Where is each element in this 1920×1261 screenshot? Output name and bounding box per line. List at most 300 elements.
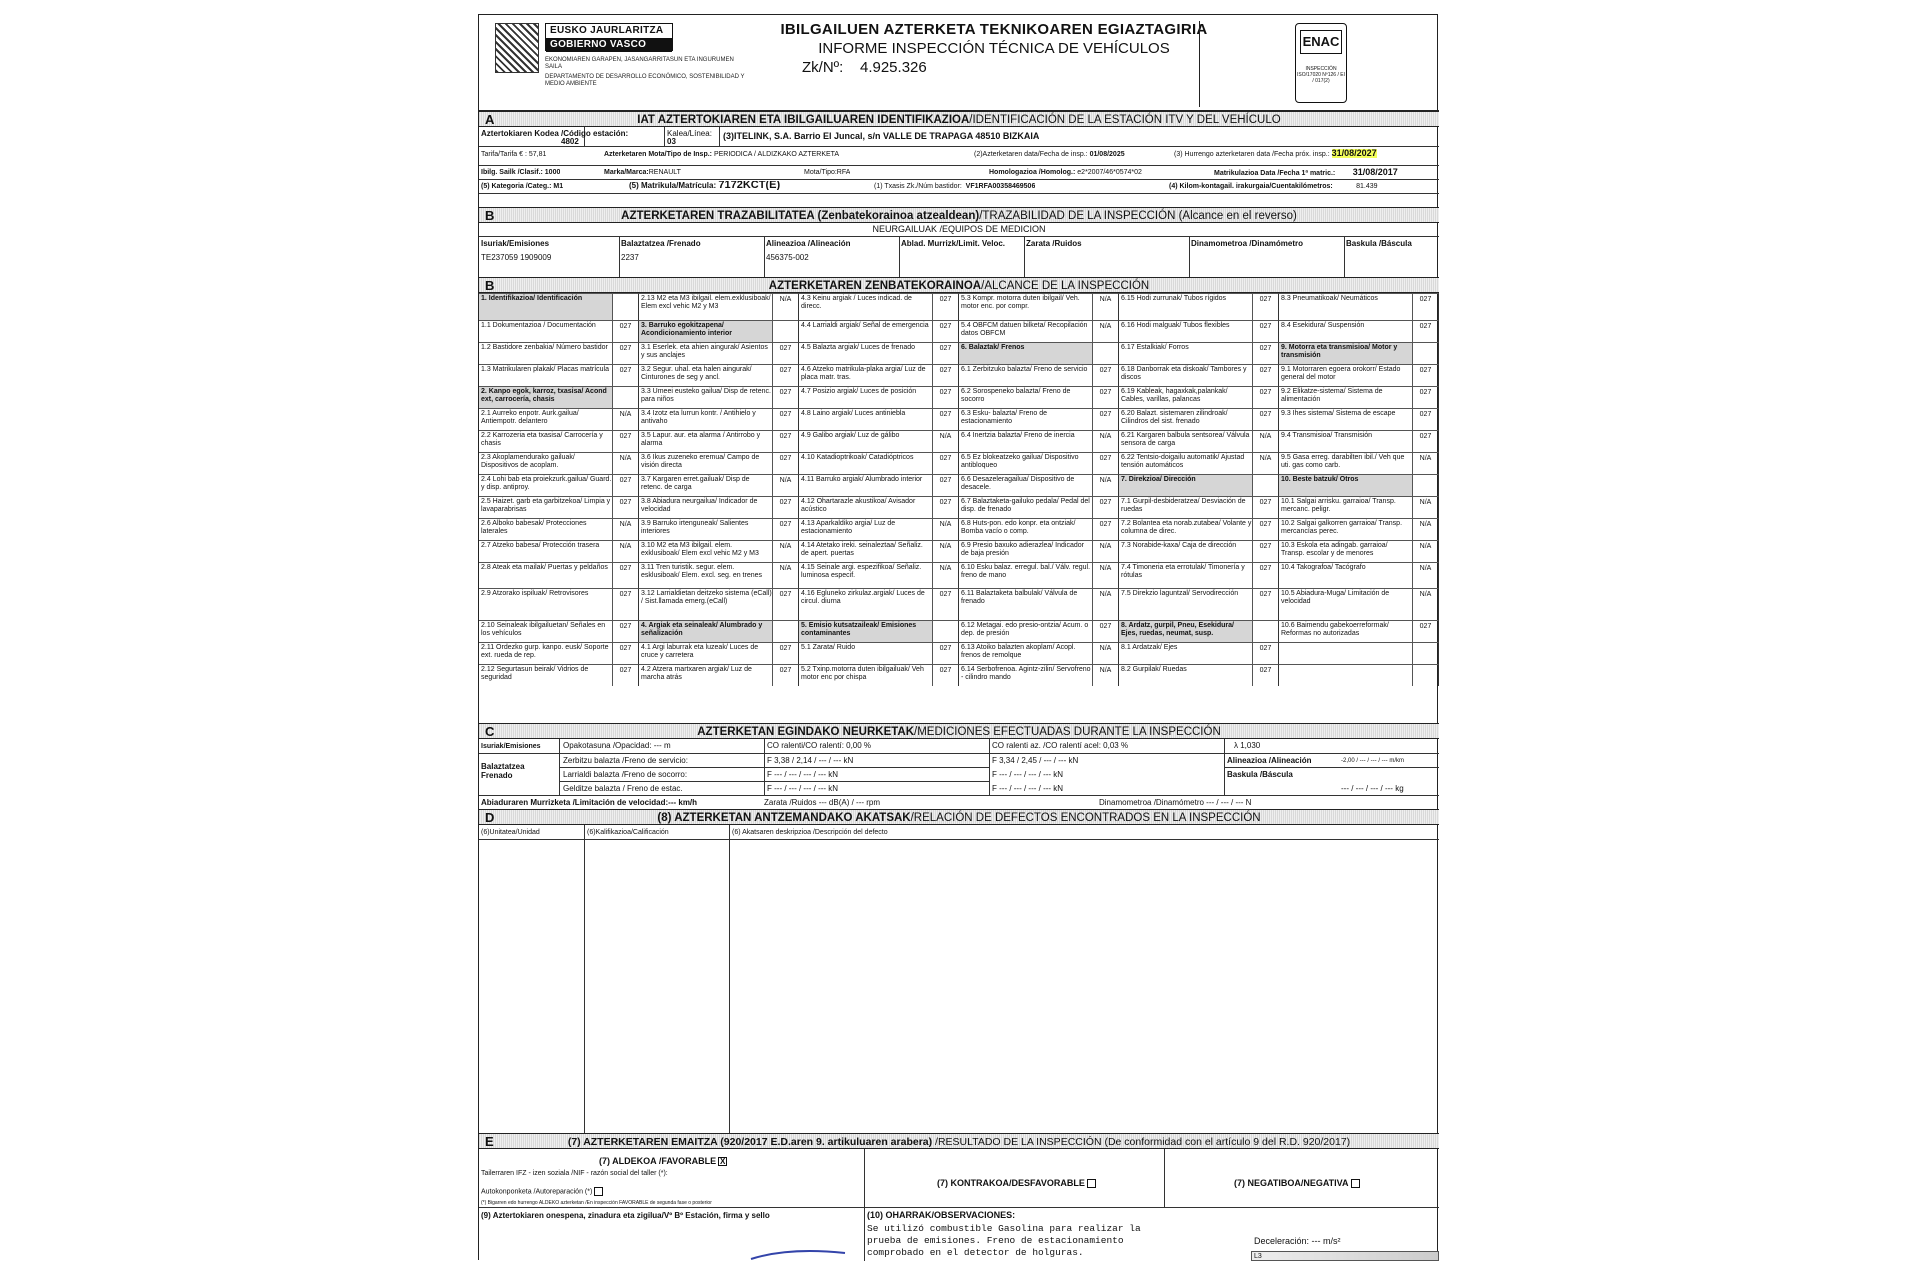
scope-item-label: 9.3 Ihes sistema/ Sistema de escape (1279, 408, 1413, 430)
scope-item-label: 2.2 Karrozeria eta txasisa/ Carrocería y chasis (479, 430, 613, 452)
unfavorable-checkbox[interactable] (1087, 1179, 1096, 1188)
co-accel: CO ralenti az. /CO ralentí acel: 0,03 % (992, 741, 1129, 750)
scope-item-label: 6.8 Huts-pon. edo konpr. eta ontziak/ Bomba vacío o comp. (959, 518, 1093, 540)
scope-item-label: 6.9 Presio baxuko adierazlea/ Indicador de baja presión (959, 540, 1093, 562)
scope-item-result: N/A (1253, 452, 1279, 474)
scope-item-label: 6.19 Kableak, hagaxkak,palankak/ Cables, varillas, palancas (1119, 386, 1253, 408)
scope-item-label: 3.9 Barruko irtenguneak/ Salientes interiores (639, 518, 773, 540)
scope-item-label: 4.9 Galibo argiak/ Luz de gálibo (799, 430, 933, 452)
scope-item-label: 2.8 Ateak eta mailak/ Puertas y peldaños (479, 562, 613, 588)
title-eu: IBILGAILUEN AZTERKETA TEKNIKOAREN EGIAZTAGIRIA (780, 21, 1208, 38)
scope-item-result: 027 (933, 474, 959, 496)
scope-item-result: 027 (613, 664, 639, 686)
scope-item-result (1413, 664, 1439, 686)
scope-item-label: 2.6 Alboko babesak/ Protecciones laterales (479, 518, 613, 540)
tarifa: Tarifa/Tarifa € : 57,81 (481, 151, 547, 158)
scope-item-result: 027 (1253, 408, 1279, 430)
scope-item-result: N/A (1093, 562, 1119, 588)
equipment-col-3: Ablad. Murrizk/Limit. Veloc. (901, 239, 1006, 248)
scope-item-label: 9. Motorra eta transmisioa/ Motor y transmisión (1279, 342, 1413, 364)
scope-item-label: 8.2 Gurpilak/ Ruedas (1119, 664, 1253, 686)
scope-item-label: 6.20 Balazt. sistemaren zilindroak/ Cilindros del sist. frenado (1119, 408, 1253, 430)
favorable-option[interactable]: (7) ALDEKOA /FAVORABLE X (599, 1157, 726, 1167)
equipment-col-2: Alineazioa /Alineación (766, 239, 851, 248)
scope-item-result: 027 (933, 364, 959, 386)
scope-item-label: 2.7 Atzeko babesa/ Protección trasera (479, 540, 613, 562)
unfavorable-option[interactable]: (7) KONTRAKOA/DESFAVORABLE (937, 1179, 1096, 1188)
scope-item-label (1279, 664, 1413, 686)
scope-item-label: 9.5 Gasa erreg. darabilten ibil./ Veh que uti. gas como carb. (1279, 452, 1413, 474)
defects-table (479, 825, 1439, 1133)
scope-item-result: 027 (1413, 620, 1439, 642)
scope-item-result: N/A (773, 474, 799, 496)
scope-item-result: N/A (1413, 562, 1439, 588)
scope-item-result: N/A (1093, 293, 1119, 320)
section-letter: B (485, 278, 495, 293)
co-idle: CO ralenti/CO ralentí: 0,00 % (767, 741, 872, 750)
scope-item-result: 027 (933, 342, 959, 364)
strip-label: L3 (1254, 1253, 1262, 1260)
scope-item-result: N/A (1093, 642, 1119, 664)
scope-item-result: 027 (773, 364, 799, 386)
scope-item-result: 027 (773, 664, 799, 686)
dept-es: DEPARTAMENTO DE DESARROLLO ECONÓMICO, SOSTENIBILIDAD Y MEDIO AMBIENTE (545, 74, 745, 87)
scope-item-result: N/A (1413, 540, 1439, 562)
defect-col-rating: (6)Kalifikazioa/Calificación (587, 829, 669, 836)
crest-icon (495, 23, 539, 73)
scope-item-label: 6.18 Danborrak eta diskoak/ Tambores y discos (1119, 364, 1253, 386)
scope-item-result: 027 (1093, 452, 1119, 474)
equipment-val-0: TE237059 1909009 (481, 253, 552, 262)
scope-item-label: 3.4 Izotz eta lurrun kontr. / Antihielo y antivaho (639, 408, 773, 430)
lambda: λ 1,030 (1234, 741, 1261, 750)
section-letter: D (485, 810, 495, 825)
category: (5) Kategoria /Categ.: M1 (481, 183, 564, 190)
scope-item-result (1413, 474, 1439, 496)
scope-item-result: N/A (1093, 540, 1119, 562)
scope-item-label: 10. Beste batzuk/ Otros (1279, 474, 1413, 496)
section-title: IAT AZTERTOKIAREN ETA IBILGAILUAREN IDENTIFIKAZIOA/IDENTIFICACIÓN DE LA ESTACIÓN ITV Y DEL VEHÍCULO (637, 114, 1281, 126)
defect-col-unit: (6)Unitatea/Unidad (481, 829, 540, 836)
scope-item-result: N/A (773, 293, 799, 320)
scope-item-result: 027 (933, 664, 959, 686)
scope-item-result: 027 (933, 496, 959, 518)
gv-name-es: GOBIERNO VASCO (546, 38, 672, 52)
scope-item-label: 6.5 Ez blokeatzeko gailua/ Dispositivo antibloqueo (959, 452, 1093, 474)
scope-item-result: 027 (1253, 642, 1279, 664)
section-a-header (479, 111, 1439, 127)
plate: (5) Matrikula/Matrícula: 7172KCT(E) (629, 181, 781, 190)
section-title: (8) AZTERKETAN ANTZEMANDAKO AKATSAK/RELACIÓN DE DEFECTOS ENCONTRADOS EN LA INSPECCIÓN (657, 812, 1261, 824)
scope-item-result: 027 (1413, 320, 1439, 342)
scope-item-label: 7. Direkzioa/ Dirección (1119, 474, 1253, 496)
scope-item-label: 4.11 Barruko argiak/ Alumbrado interior (799, 474, 933, 496)
scope-item-label: 4.6 Atzeko matrikula-plaka argia/ Luz de placa matr. tras. (799, 364, 933, 386)
deceleration: Deceleración: --- m/s² (1254, 1237, 1341, 1246)
scope-item-label: 6.6 Desazeleragailua/ Dispositivo de desacele. (959, 474, 1093, 496)
autorepair-option[interactable]: Autokonponketa /Autoreparación (*) (481, 1187, 603, 1196)
odometer: (4) Kilom-kontagail. irakurgaia/Cuentakilómetros: 81.439 (1169, 183, 1378, 190)
station-code: 4802 (561, 137, 579, 146)
scope-item-label: 1.3 Matrikularen plakak/ Placas matrícula (479, 364, 613, 386)
emissions-label: Isuriak/Emisiones (481, 743, 541, 750)
scope-item-label: 6.4 Inertzia balazta/ Freno de inercia (959, 430, 1093, 452)
equipment-title: NEURGAILUAK /EQUIPOS DE MEDICIÓN (872, 225, 1046, 234)
scope-item-result: N/A (933, 430, 959, 452)
scope-item-label: 5. Emisio kutsatzaileak/ Emisiones contaminantes (799, 620, 933, 642)
scope-item-result: 027 (933, 452, 959, 474)
enac-panel (1199, 21, 1435, 107)
section-a-body (479, 127, 1439, 207)
scope-item-result: N/A (1093, 430, 1119, 452)
station-code-label: Aztertokiaren Kodea /Código estación: (481, 129, 629, 138)
scope-item-label: 6.1 Zerbitzuko balazta/ Freno de servicio (959, 364, 1093, 386)
scope-item-result: 027 (1253, 496, 1279, 518)
scope-item-label: 9.4 Transmisioa/ Transmisión (1279, 430, 1413, 452)
section-title: AZTERKETAREN TRAZABILITATEA (Zenbatekorainoa atzealdean)/TRAZABILIDAD DE LA INSPECCIÓN (Alcance en el reverso) (621, 210, 1297, 222)
scope-item-result (1253, 474, 1279, 496)
scope-item-label: 3. Barruko egokitzapena/ Acondicionamiento interior (639, 320, 773, 342)
scope-item-result: 027 (1093, 364, 1119, 386)
scope-item-result: 027 (1253, 562, 1279, 588)
homologation: Homologazioa /Homolog.: e2*2007/46*0574*02 (989, 169, 1142, 176)
scope-item-label: 2.11 Ordezko gurp. kanpo. eusk/ Soporte ext. rueda de rep. (479, 642, 613, 664)
scope-item-result: N/A (1413, 452, 1439, 474)
scope-item-label: 3.3 Umeei eusteko gailua/ Disp de retenc. para niños (639, 386, 773, 408)
scope-item-result (1413, 342, 1439, 364)
scope-item-result: 027 (933, 293, 959, 320)
line-label: Kalea/Línea: (667, 129, 712, 138)
clasif: Ibilg. Sailk /Clasif.: 1000 (481, 169, 561, 176)
scope-item-result: 027 (1413, 386, 1439, 408)
title-es: INFORME INSPECCIÓN TÉCNICA DE VEHÍCULOS (818, 40, 1170, 57)
section-letter: E (485, 1134, 494, 1149)
scope-item-label: 7.1 Gurpil-desbideratzea/ Desviación de ruedas (1119, 496, 1253, 518)
scope-item-label: 2.13 M2 eta M3 ibilgail. elem.exklusiboak/ Elem excl vehic M2 y M3 (639, 293, 773, 320)
scope-item-label: 6.2 Sorospeneko balazta/ Freno de socorro (959, 386, 1093, 408)
scope-item-result: 027 (773, 642, 799, 664)
scope-item-label: 3.2 Segur. uhal. eta halen aingurak/ Cinturones de seg y ancl. (639, 364, 773, 386)
scope-item-result: 027 (1413, 364, 1439, 386)
line-value: 03 (667, 137, 676, 146)
scope-item-label: 7.5 Direkzio laguntzal/ Servodirección (1119, 588, 1253, 620)
scope-item-result: 027 (1093, 408, 1119, 430)
scale-label: Baskula /Báscula (1227, 770, 1293, 779)
scope-item-label: 4.7 Posizio argiak/ Luces de posición (799, 386, 933, 408)
scope-item-result: N/A (1093, 474, 1119, 496)
scope-item-label: 10.1 Salgai arrisku. garraioa/ Transp. mercanc. peligr. (1279, 496, 1413, 518)
scope-item-result: N/A (1093, 664, 1119, 686)
section-e-body (479, 1149, 1439, 1261)
scope-item-label: 6.7 Balaztaketa-gailuko pedala/ Pedal del disp. de frenado (959, 496, 1093, 518)
scope-item-label: 1.1 Dokumentazioa / Documentación (479, 320, 613, 342)
scope-item-label: 1. Identifikazioa/ Identificación (479, 293, 613, 320)
scope-item-result: 027 (1253, 540, 1279, 562)
scope-item-label: 6.16 Hodi malguak/ Tubos flexibles (1119, 320, 1253, 342)
scope-item-result (1093, 342, 1119, 364)
number-label: Zk/Nº: (802, 59, 844, 76)
scope-item-result: N/A (773, 562, 799, 588)
scope-item-result (773, 620, 799, 642)
scope-item-result: 027 (773, 342, 799, 364)
scope-item-result: 027 (1093, 518, 1119, 540)
scope-item-label: 1.2 Bastidore zenbakia/ Número bastidor (479, 342, 613, 364)
emergency-brake-label: Larrialdi balazta /Freno de socorro: (563, 770, 688, 779)
scope-item-label: 6.17 Estalkiak/ Forros (1119, 342, 1253, 364)
scope-item-label: 10.6 Baimendu gabekoerreformak/ Reformas no autorizadas (1279, 620, 1413, 642)
scope-item-result (613, 293, 639, 320)
scope-item-result: N/A (933, 518, 959, 540)
scope-item-label: 7.2 Bolantea eta norab.zutabea/ Volante y columna de direc. (1119, 518, 1253, 540)
scope-item-label: 6.22 Tentsio-doigailu automatik/ Ajustad tensión automáticos (1119, 452, 1253, 474)
scope-item-label: 8. Ardatz, gurpil, Pneu, Esekidura/ Ejes, ruedas, neumat, susp. (1119, 620, 1253, 642)
gv-name-eu: EUSKO JAURLARITZA (550, 25, 664, 36)
scope-item-result: N/A (933, 562, 959, 588)
scope-item-label: 3.5 Lapur. aur. eta alarma / Antirrobo y alarma (639, 430, 773, 452)
scope-item-label: 4.13 Aparkaldiko argia/ Luz de estacionamiento (799, 518, 933, 540)
dynamometer: Dinamometroa /Dinamómetro --- / --- / --- N (1099, 798, 1252, 807)
scope-item-label: 9.2 Elikatze-sistema/ Sistema de alimentación (1279, 386, 1413, 408)
section-d-header (479, 809, 1439, 825)
equipment-val-2: 456375-002 (766, 253, 809, 262)
scope-item-label: 8.4 Esekidura/ Suspensión (1279, 320, 1413, 342)
gobierno-vasco-logo (491, 19, 751, 107)
scope-item-label: 3.11 Tren turistik. segur. elem. esklusiboak/ Elem. excl. seg. en trenes (639, 562, 773, 588)
scope-item-result: N/A (1413, 496, 1439, 518)
equipment-col-0: Isuriak/Emisiones (481, 239, 550, 248)
scope-item-result (933, 620, 959, 642)
scope-item-result: N/A (773, 540, 799, 562)
scope-item-label: 6.13 Atoiko balazten akoplam/ Acopl. frenos de remolque (959, 642, 1093, 664)
scope-item-label: 4.16 Egluneko zirkulaz.argiak/ Luces de circul. diurna (799, 588, 933, 620)
scope-item-result: 027 (613, 474, 639, 496)
scope-item-label: 2.1 Aurreko enpotr. Aurk.gailua/ Antiempotr. delantero (479, 408, 613, 430)
scope-item-result: 027 (773, 408, 799, 430)
emergency-brake-2: F --- / --- / --- / --- kN (992, 770, 1064, 779)
scope-item-result: 027 (613, 562, 639, 588)
vehicle-type: Mota/Tipo:RFA (804, 169, 851, 176)
scope-item-result: 027 (613, 342, 639, 364)
scope-item-result: N/A (1413, 588, 1439, 620)
scope-item-result: 027 (773, 430, 799, 452)
scope-item-result: N/A (1253, 430, 1279, 452)
section-title: AZTERKETAN EGINDAKO NEURKETAK/MEDICIONES EFECTUADAS DURANTE LA INSPECCIÓN (697, 726, 1221, 738)
service-brake-2: F 3,34 / 2,45 / --- / --- kN (992, 756, 1079, 765)
scope-item-label: 6.12 Metagai. edo presio-ontzia/ Acum. o dep. de presión (959, 620, 1093, 642)
scope-item-label: 4.15 Seinale argi. espezifikoa/ Señaliz. luminosa especif. (799, 562, 933, 588)
enac-sub: INSPECCIÓN ISO/17020 Nº126 / EI / 017(2) (1297, 66, 1345, 84)
station-seal-label: (9) Aztertokiaren onespena, zinadura eta zigilua/Vº Bº Estación, firma y sello (481, 1211, 770, 1220)
section-title: (7) AZTERKETAREN EMAITZA (920/2017 E.D.aren 9. artikuluaren arabera) /RESULTADO DE LA INSPECCIÓN (De conformidad con el artículo 9 del R.D. 920/2017) (567, 1136, 1351, 1148)
report-header (479, 15, 1439, 111)
favorable-note: (*) Bigarren edo hurrengo ALDEKO azterketan /En inspección FAVORABLE de segunda fase o posterior (481, 1200, 712, 1206)
section-e-header (479, 1133, 1439, 1149)
scope-item-result: N/A (933, 540, 959, 562)
observations-text: Se utilizó combustible Gasolina para realizar la prueba de emisiones. Freno de estacionamiento comprobado en el detector de holguras. (867, 1223, 1141, 1258)
scope-item-result: 027 (613, 496, 639, 518)
scope-item-result: 027 (1253, 386, 1279, 408)
opacity: Opakotasuna /Opacidad: --- m (563, 741, 671, 750)
scope-item-label: 8.3 Pneumatikoak/ Neumáticos (1279, 293, 1413, 320)
service-brake-label: Zerbitzu balazta /Freno de servicio: (563, 756, 688, 765)
section-c-header (479, 723, 1439, 739)
scope-item-label: 4.1 Argi laburrak eta luzeak/ Luces de cruce y carretera (639, 642, 773, 664)
scope-item-result: 027 (933, 386, 959, 408)
emergency-brake-1: F --- / --- / --- / --- kN (767, 770, 839, 779)
observations-label: (10) OHARRAK/OBSERVACIONES: (867, 1211, 1016, 1220)
scope-item-label: 4.5 Balazta argiak/ Luces de frenado (799, 342, 933, 364)
equipment-col-5: Dinamometroa /Dinamómetro (1191, 239, 1304, 248)
scope-item-result: 027 (933, 408, 959, 430)
section-letter: B (485, 208, 495, 223)
scope-item-result: 027 (1253, 364, 1279, 386)
chassis: (1) Txasis Zk./Núm bastidor: VF1RFA00358469506 (874, 183, 1036, 190)
scope-item-result: 027 (1093, 386, 1119, 408)
scope-item-label: 2. Kanpo egok, karroz, txasisa/ Acond ext, carrocería, chasis (479, 386, 613, 408)
gv-box (545, 23, 673, 51)
scope-item-label: 10.2 Salgai galkorren garraioa/ Transp. mercancías perec. (1279, 518, 1413, 540)
enac-logo: ENAC (1300, 30, 1342, 54)
scope-item-result: N/A (1093, 588, 1119, 620)
scope-item-result: 027 (613, 430, 639, 452)
scope-item-label: 3.10 M2 eta M3 ibilgail. elem. exklusiboak/ Elem excl vehic M2 y M3 (639, 540, 773, 562)
section-b2-header (479, 277, 1439, 293)
speed-limit: Abiaduraren Murrizketa /Limitación de velocidad:--- km/h (481, 798, 698, 807)
scope-item-label: 4.8 Laino argiak/ Luces antiniebla (799, 408, 933, 430)
scope-item-result: N/A (613, 518, 639, 540)
scope-item-result: 027 (773, 496, 799, 518)
equipment-val-1: 2237 (621, 253, 639, 262)
favorable-checkbox[interactable]: X (720, 1157, 726, 1167)
scope-item-label: 2.5 Haizet. garb eta garbitzekoa/ Limpia y lavaparabrisas (479, 496, 613, 518)
scope-item-result: N/A (613, 540, 639, 562)
negative-checkbox[interactable] (1351, 1179, 1360, 1188)
scope-item-result: N/A (1093, 320, 1119, 342)
section-letter: C (485, 724, 495, 739)
scope-item-label: 5.2 Txinp.motorra duten ibilgailuak/ Veh motor enc por chispa (799, 664, 933, 686)
scope-item-label: 4.14 Atetako ireki. seinaleztaa/ Señaliz. de apert. puertas (799, 540, 933, 562)
scope-item-result: 027 (933, 642, 959, 664)
inspection-scope-grid (479, 293, 1439, 723)
scope-item-label (1279, 642, 1413, 664)
scope-item-label: 10.4 Takografoa/ Tacógrafo (1279, 562, 1413, 588)
scope-item-label: 3.12 Larrialdietan deitzeko sistema (eCall) / Sist.llamada emerg.(eCall) (639, 588, 773, 620)
scope-item-result: 027 (1253, 664, 1279, 686)
department (545, 57, 745, 91)
scope-item-result: 027 (1253, 320, 1279, 342)
scope-item-label: 2.10 Seinaleak ibilgailuetan/ Señales en los vehículos (479, 620, 613, 642)
scope-item-label: 7.3 Norabide-kaxa/ Caja de dirección (1119, 540, 1253, 562)
inspection-type: Azterketaren Mota/Tipo de Insp.: PERIODICA / ALDIZKAKO AZTERKETA (604, 151, 840, 158)
defect-col-description: (6) Akatsaren deskripzioa /Descripción del defecto (732, 829, 888, 836)
section-letter: A (485, 112, 495, 127)
station-name: (3)ITELINK, S.A. Barrio El Juncal, s/n VALLE DE TRAPAGA 48510 BIZKAIA (723, 132, 1040, 141)
signature-stroke (749, 1245, 849, 1261)
scope-item-label: 3.8 Abiadura neurgailua/ Indicador de velocidad (639, 496, 773, 518)
scope-item-label: 3.7 Kargaren erret.gailuak/ Disp de retenc. de carga (639, 474, 773, 496)
scope-item-label: 5.3 Kompr. motorra duten ibilgail/ Veh. motor enc. por compr. (959, 293, 1093, 320)
scope-item-result: 027 (1253, 342, 1279, 364)
scope-item-result: 027 (773, 588, 799, 620)
next-inspection: (3) Hurrengo azterketaren data /Fecha próx. insp.: 31/08/2027 (1174, 149, 1377, 158)
scope-item-result (1253, 620, 1279, 642)
scope-item-label: 6.3 Esku- balazta/ Freno de estacionamiento (959, 408, 1093, 430)
scope-item-result: 027 (613, 588, 639, 620)
scope-item-label: 6.11 Balaztaketa balbulak/ Válvula de frenado (959, 588, 1093, 620)
scope-item-result: 027 (613, 642, 639, 664)
scope-item-result: 027 (613, 320, 639, 342)
service-brake-1: F 3,38 / 2,14 / --- / --- kN (767, 756, 854, 765)
parking-brake-2: F --- / --- / --- / --- kN (992, 784, 1064, 793)
scope-item-result: N/A (1413, 518, 1439, 540)
scope-item-result (613, 386, 639, 408)
scope-item-label: 4.10 Katadioptrikoak/ Catadióptricos (799, 452, 933, 474)
section-title: AZTERKETAREN ZENBATEKORAINOA/ALCANCE DE LA INSPECCIÓN (768, 280, 1150, 292)
parking-brake-label: Gelditze balazta / Freno de estac. (563, 784, 683, 793)
dept-eu: EKONOMIAREN GARAPEN, JASANGARRITASUN ETA INGURUMEN SAILA (545, 57, 734, 70)
scope-item-label: 6.15 Hodi zurrunak/ Tubos rígidos (1119, 293, 1253, 320)
scope-item-label: 10.3 Eskola eta adingab. garraioa/ Transp. escolar y de menores (1279, 540, 1413, 562)
autorepair-checkbox[interactable] (594, 1187, 603, 1196)
scope-item-result: 027 (1413, 293, 1439, 320)
scope-item-result: 027 (613, 364, 639, 386)
scope-item-label: 10.5 Abiadura-Muga/ Limitación de velocidad (1279, 588, 1413, 620)
workshop-label: Tailerraren IFZ - izen soziala /NIF - razón social del taller (*): (481, 1170, 668, 1177)
scope-item-label: 4.4 Larrialdi argiak/ Señal de emergencia (799, 320, 933, 342)
scope-item-label: 3.1 Eserlek. eta ahien aingurak/ Asientos y sus anclajes (639, 342, 773, 364)
scope-item-label: 2.4 Lohi bab eta proiekzurk.gailua/ Guard. y disp. antiproy. (479, 474, 613, 496)
scope-item-label: 4. Argiak eta seinaleak/ Alumbrado y señalización (639, 620, 773, 642)
scope-item-label: 2.9 Atzorako ispiluak/ Retrovisores (479, 588, 613, 620)
noise: Zarata /Ruidos --- dB(A) / --- rpm (764, 798, 881, 807)
scope-item-result: 027 (1093, 496, 1119, 518)
negative-option[interactable]: (7) NEGATIBOA/NEGATIVA (1234, 1179, 1360, 1188)
braking-label: Balaztatzea Frenado (481, 762, 525, 780)
scope-item-label: 4.12 Ohartarazle akustikoa/ Avisador acústico (799, 496, 933, 518)
section-b1-header (479, 207, 1439, 223)
scope-item-label: 9.1 Motorraren egoera orokorr/ Estado general del motor (1279, 364, 1413, 386)
scope-item-result: N/A (613, 452, 639, 474)
scope-item-result: 027 (773, 518, 799, 540)
section-b1-body (479, 223, 1439, 277)
scope-item-label: 2.12 Segurtasun beirak/ Vidrios de seguridad (479, 664, 613, 686)
enac-badge (1295, 23, 1347, 103)
scope-item-label: 6.14 Serbofrenoa. Agintz-zilin/ Servofreno - cilindro mando (959, 664, 1093, 686)
scope-item-label: 2.3 Akoplamendurako gailuak/ Dispositivos de acoplam. (479, 452, 613, 474)
brand: Marka/Marca:RENAULT (604, 169, 681, 176)
scope-item-label: 6.21 Kargaren balbula sentsorea/ Válvula sensora de carga (1119, 430, 1253, 452)
scope-item-label: 4.2 Atzera martxaren argiak/ Luz de marcha atrás (639, 664, 773, 686)
first-registration: Matrikulazioa Data /Fecha 1ª matric.: 31/08/2017 (1214, 168, 1398, 177)
scope-item-label: 3.6 Ikus zuzeneko eremua/ Campo de visión directa (639, 452, 773, 474)
inspection-date: (2)Azterketaren data/Fecha de insp.: 01/08/2025 (974, 151, 1125, 158)
scope-item-label: 6. Balaztak/ Frenos (959, 342, 1093, 364)
scale-value: --- / --- / --- / --- kg (1341, 784, 1404, 793)
alignment-value: -2,00 / --- / --- / --- m/km (1341, 758, 1404, 764)
scope-item-result: 027 (1253, 588, 1279, 620)
alignment-label: Alineazioa /Alineación (1227, 756, 1312, 765)
equipment-col-4: Zarata /Ruidos (1026, 239, 1082, 248)
scope-item-result: 027 (1093, 620, 1119, 642)
scope-item-result: 027 (933, 320, 959, 342)
equipment-col-1: Balaztatzea /Frenado (621, 239, 701, 248)
report-title (764, 21, 1224, 76)
scope-item-result: 027 (1253, 293, 1279, 320)
scope-item-result: 027 (933, 588, 959, 620)
equipment-col-6: Baskula /Báscula (1346, 239, 1412, 248)
report-number (764, 59, 1224, 76)
scope-item-result: 027 (1413, 430, 1439, 452)
